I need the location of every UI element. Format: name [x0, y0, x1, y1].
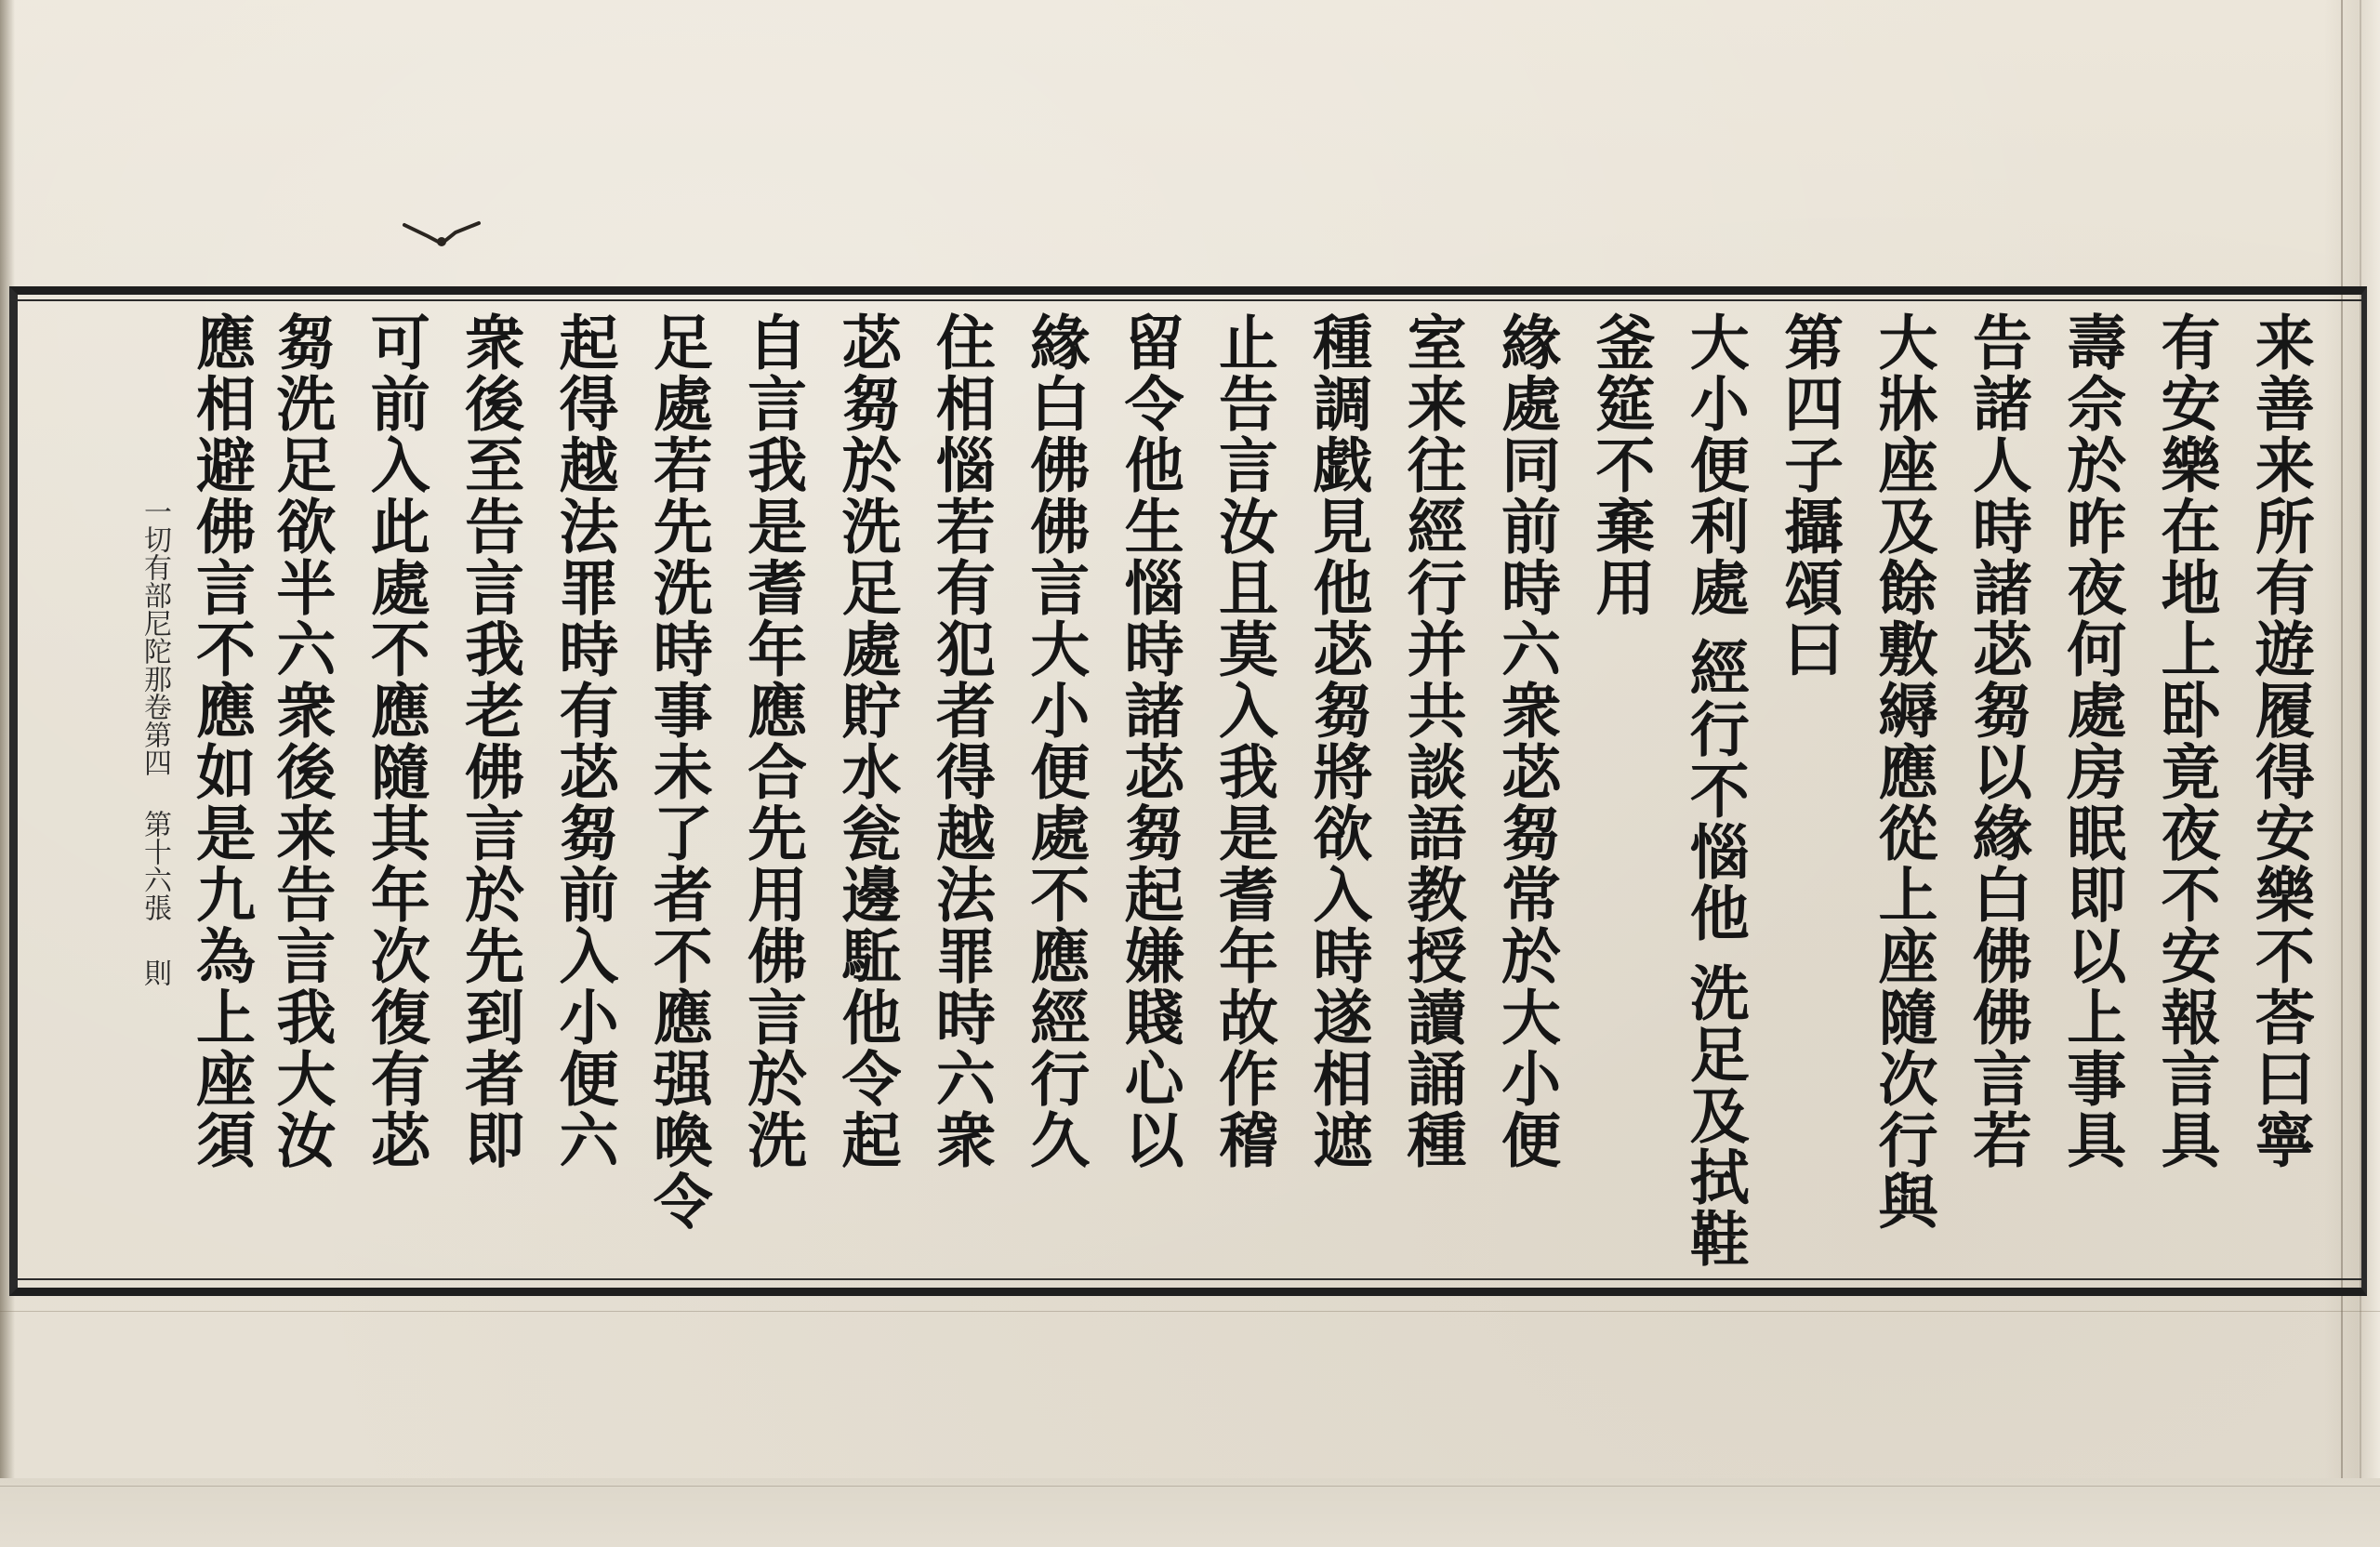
text-column-11: 種調戯見他苾芻將欲入時遂相遮: [1302, 311, 1373, 1170]
insect-stain-icon: [400, 216, 483, 253]
margin-page-number: 第十六張: [139, 810, 171, 921]
margin-notes: [139, 311, 169, 986]
text-column-17: 自言我是耆年應合先用佛言於洗: [737, 311, 808, 1170]
text-column-23: [139, 311, 256, 1170]
text-column-9: 緣處同前時六衆苾芻常於大小便: [1491, 311, 1562, 1170]
text-block: [139, 311, 2324, 1288]
verse-column: [1670, 311, 1759, 1269]
page-crease: [0, 1311, 2380, 1312]
verse-line-2: 經行不惱他: [1679, 637, 1750, 944]
text-column-15: 住相惱若有犯者得越法罪時六衆: [925, 311, 996, 1170]
verse-line-3: 洗足及拭鞋: [1679, 962, 1750, 1269]
text-column-1: 来善来所有遊履得安樂不荅曰寧: [2244, 311, 2315, 1170]
text-column-14: 緣白佛佛言大小便處不應經行久: [1020, 311, 1091, 1170]
final-text-line: 應相避佛言不應如是九為上座須: [186, 311, 256, 1170]
text-column-4: 告諸人時諸苾芻以緣白佛佛言若: [1962, 311, 2032, 1170]
text-column-19: 起得越法罪時有苾芻前入小便六: [549, 311, 619, 1170]
margin-carver-mark: 則: [139, 959, 171, 986]
text-column-12: 止告言汝且莫入我是耆年故作稽: [1208, 311, 1278, 1170]
text-column-10: 室来往經行并共談語教授讀誦種: [1396, 311, 1467, 1170]
text-column-3: 壽佘於昨夜何處房眠即以上事具: [2056, 311, 2127, 1170]
text-column-13: 留令他生惱時諸苾芻起嫌賤心以: [1114, 311, 1184, 1170]
verse-line-1: 大小便利處: [1679, 311, 1750, 618]
text-column-16: 苾芻於洗足處貯水瓮邊駈他令起: [831, 311, 902, 1170]
text-column-5: 大牀座及餘敷縟應從上座隨次行與: [1868, 311, 1938, 1232]
text-column-18: 足處若先洗時事未了者不應强喚令: [642, 311, 713, 1232]
text-column-6: 第四子攝頌曰: [1774, 311, 1844, 680]
text-column-21: 可前入此處不應隨其年次復有苾: [360, 311, 430, 1170]
margin-title: 一切有部尼陀那卷第四: [139, 497, 171, 776]
text-column-2: 有安樂在地上卧竟夜不安報言具: [2150, 311, 2221, 1170]
text-column-20: 衆後至告言我老佛言於先到者即: [455, 311, 525, 1170]
text-column-8: 釜筵不棄用: [1585, 311, 1656, 618]
page-crease: [0, 1486, 2380, 1487]
frame-inner-rule: [9, 299, 2367, 301]
text-column-22: 芻洗足欲半六衆後来告言我大汝: [266, 311, 337, 1170]
lower-page-band: [0, 1478, 2380, 1547]
